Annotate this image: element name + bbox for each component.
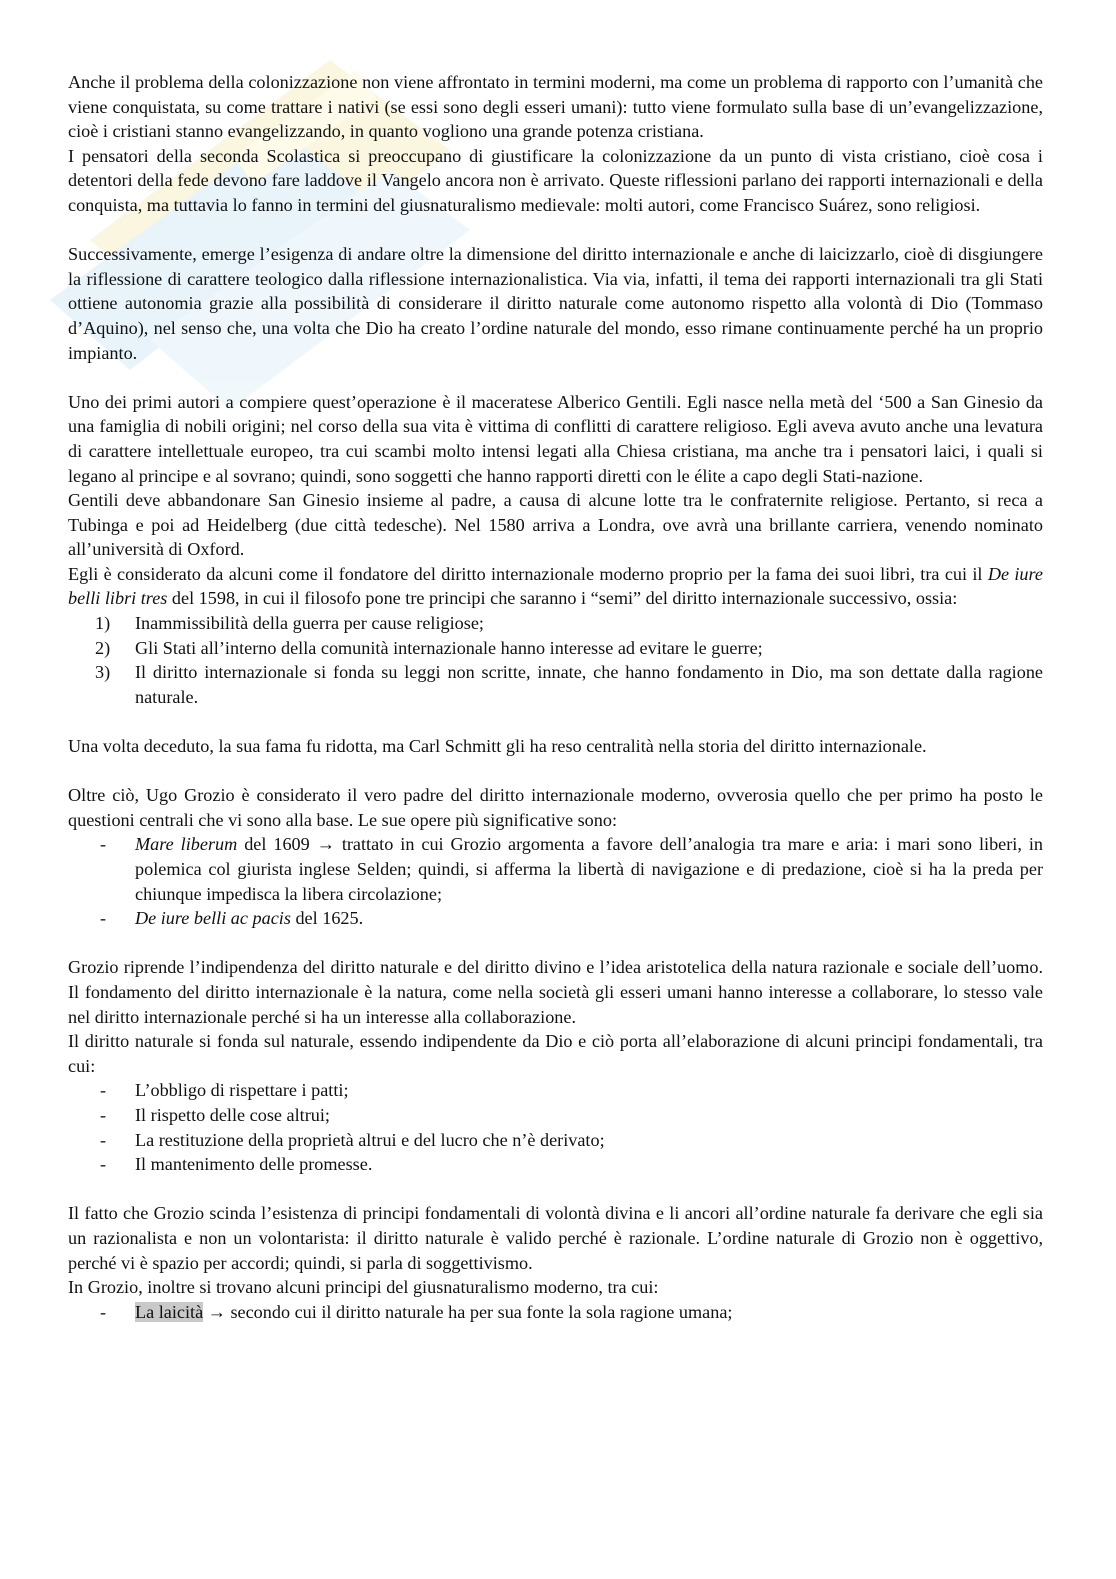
paragraph-gentili-intro: Uno dei primi autori a compiere quest’operazione è il maceratese Alberico Gentili. Egli nasce nella metà del ‘500 a San Ginesio da una famiglia di nobili origini; nel corso della sua vita è vittima di conflitti di carattere religioso. Egli aveva avuto anche una levatura di carattere intellettuale europeo, tra cui scambi molto intensi legati alla Chiesa cristiana, ma anche tra i pensatori laici, i quali si legano al principe e al sovrano; quindi, sono soggetti che hanno rapporti diretti con le élite a capo degli Stati-nazione. — [68, 391, 1043, 486]
paragraph-rationalism: Il fatto che Grozio scinda l’esistenza di principi fondamentali di volontà divina e li ancori all’ordine naturale fa derivare che egli sia un razionalista e non un volontarista: il diritto naturale è valido perché è razionale. L’ordine naturale di Grozio non è oggettivo, perché vi è spazio per accordi; quindi, si parla di soggettivismo. — [68, 1203, 1043, 1273]
list-marker: - — [100, 1154, 107, 1175]
paragraph-natural-law: Il diritto naturale si fonda sul naturale, essendo indipendente da Dio e ciò porta all’elaborazione di alcuni principi fondamentali, tra cui: — [68, 1031, 1043, 1076]
list-item-text: Il rispetto delle cose altrui; — [135, 1104, 330, 1125]
list-marker: - — [100, 1080, 107, 1101]
list-marker: 1) — [95, 613, 111, 634]
paragraph-gentili-career: Gentili deve abbandonare San Ginesio insieme al padre, a causa di alcune lotte tra le confraternite religiose. Pertanto, si reca a Tubinga e poi ad Heidelberg (due città tedesche). Nel 1580 arriva a Londra, ove avrà una brillante carriera, venendo nominato all’università di Oxford. — [68, 490, 1043, 560]
document-page — [68, 70, 1043, 1324]
list-marker: 2) — [95, 637, 111, 658]
list-item-text: → secondo cui il diritto naturale ha per sua fonte la sola ragione umana; — [203, 1301, 733, 1322]
list-marker: - — [100, 1104, 107, 1125]
list-item — [68, 1103, 1043, 1128]
list-item-text: Inammissibilità della guerra per cause religiose; — [135, 613, 484, 634]
list-item — [68, 611, 1043, 636]
list-item — [68, 1300, 1043, 1325]
modern-principles-list — [68, 1300, 1043, 1325]
paragraph-grozio-nature: Grozio riprende l’indipendenza del diritto naturale e del diritto divino e l’idea aristotelica della natura razionale e sociale dell’uomo. Il fondamento del diritto internazionale è la natura, come nella società gli esseri umani hanno interesse a collaborare, lo stesso vale nel diritto internazionale perché si ha un interesse alla collaborazione. — [68, 957, 1043, 1027]
list-item-text: Gli Stati all’interno della comunità internazionale hanno interesse ad evitare le guerre; — [135, 637, 763, 658]
text-run: Egli è considerato da alcuni come il fondatore del diritto internazionale moderno proprio per la fama dei suoi libri, tra cui il — [68, 563, 988, 584]
paragraph-grozio-intro: Oltre ciò, Ugo Grozio è considerato il vero padre del diritto internazionale moderno, ovverosia quello che per primo ha posto le questioni centrali che vi sono alla base. Le sue opere più significative sono: — [68, 785, 1043, 830]
list-item-text: Il mantenimento delle promesse. — [135, 1154, 373, 1175]
paragraph-second-scholastic: I pensatori della seconda Scolastica si preoccupano di giustificare la colonizzazione da un punto di vista cristiano, cioè cosa i detentori della fede devono fare laddove il Vangelo ancora non è arrivato. Queste riflessioni parlano dei rapporti internazionali e della conquista, ma tuttavia lo fanno in termini del giusnaturalismo medievale: molti autori, come Francisco Suárez, sono religiosi. — [68, 145, 1043, 215]
list-item — [68, 1152, 1043, 1177]
paragraph-colonization: Anche il problema della colonizzazione non viene affrontato in termini moderni, ma come un problema di rapporto con l’umanità che viene conquistata, su come trattare i nativi (se essi sono degli esseri umani): tutto viene formulato sulla base di un’evangelizzazione, cioè i cristiani stanno evangelizzando, in quanto vogliono una grande potenza cristiana. — [68, 72, 1043, 142]
list-item-text: del 1625. — [290, 908, 364, 929]
paragraph-gentili-fame: Una volta deceduto, la sua fama fu ridotta, ma Carl Schmitt gli ha reso centralità nella storia del diritto internazionale. — [68, 736, 927, 757]
paragraph-gentili-founder — [68, 562, 1043, 611]
gentili-principles-list — [68, 611, 1043, 709]
paragraph-laicization: Successivamente, emerge l’esigenza di andare oltre la dimensione del diritto internazionale e anche di laicizzarlo, cioè di disgiungere la riflessione di carattere teologico dalla riflessione internazionalistica. Via via, infatti, il tema dei rapporti internazionali tra gli Stati ottiene autonomia grazie alla possibilità di considerare il diritto naturale come autonomo rispetto alla volontà di Dio (Tommaso d’Aquino), nel senso che, una volta che Dio ha creato l’ordine naturale del mondo, esso rimane continuamente perché ha un proprio impianto. — [68, 244, 1043, 363]
highlighted-term: La laicità — [135, 1301, 204, 1322]
list-item — [68, 636, 1043, 661]
list-marker: - — [100, 908, 107, 929]
list-marker: 3) — [95, 662, 111, 683]
book-title: Mare liberum — [135, 834, 238, 855]
natural-principles-list — [68, 1078, 1043, 1176]
list-item-text: Il diritto internazionale si fonda su leggi non scritte, innate, che hanno fondamento in Dio, ma son dettate dalla ragione naturale. — [135, 662, 1043, 707]
list-marker: - — [100, 834, 107, 855]
list-marker: - — [100, 1129, 107, 1150]
list-item-text: del 1609 → trattato in cui Grozio argomenta a favore dell’analogia tra mare e aria: i mari sono liberi, in polemica col giurista inglese Selden; quindi, si afferma la libertà di navigazione e di predazione, cioè si ha la preda per chiunque impedisca la libera circolazione; — [135, 834, 1043, 904]
list-item-text: La restituzione della proprietà altrui e del lucro che n’è derivato; — [135, 1129, 605, 1150]
paragraph-modern-principles: In Grozio, inoltre si trovano alcuni principi del giusnaturalismo moderno, tra cui: — [68, 1277, 659, 1298]
book-title: De iure belli libri tres — [68, 563, 1043, 609]
grozio-works-list — [68, 832, 1043, 930]
text-run: del 1598, in cui il filosofo pone tre principi che saranno i “semi” del diritto internazionale successivo, ossia: — [167, 588, 958, 609]
list-item — [68, 1128, 1043, 1153]
list-item — [68, 1078, 1043, 1103]
list-item — [68, 906, 1043, 931]
list-marker: - — [100, 1301, 107, 1322]
list-item — [68, 660, 1043, 709]
list-item — [68, 832, 1043, 906]
book-title: De iure belli ac pacis — [135, 908, 291, 929]
list-item-text: L’obbligo di rispettare i patti; — [135, 1080, 349, 1101]
